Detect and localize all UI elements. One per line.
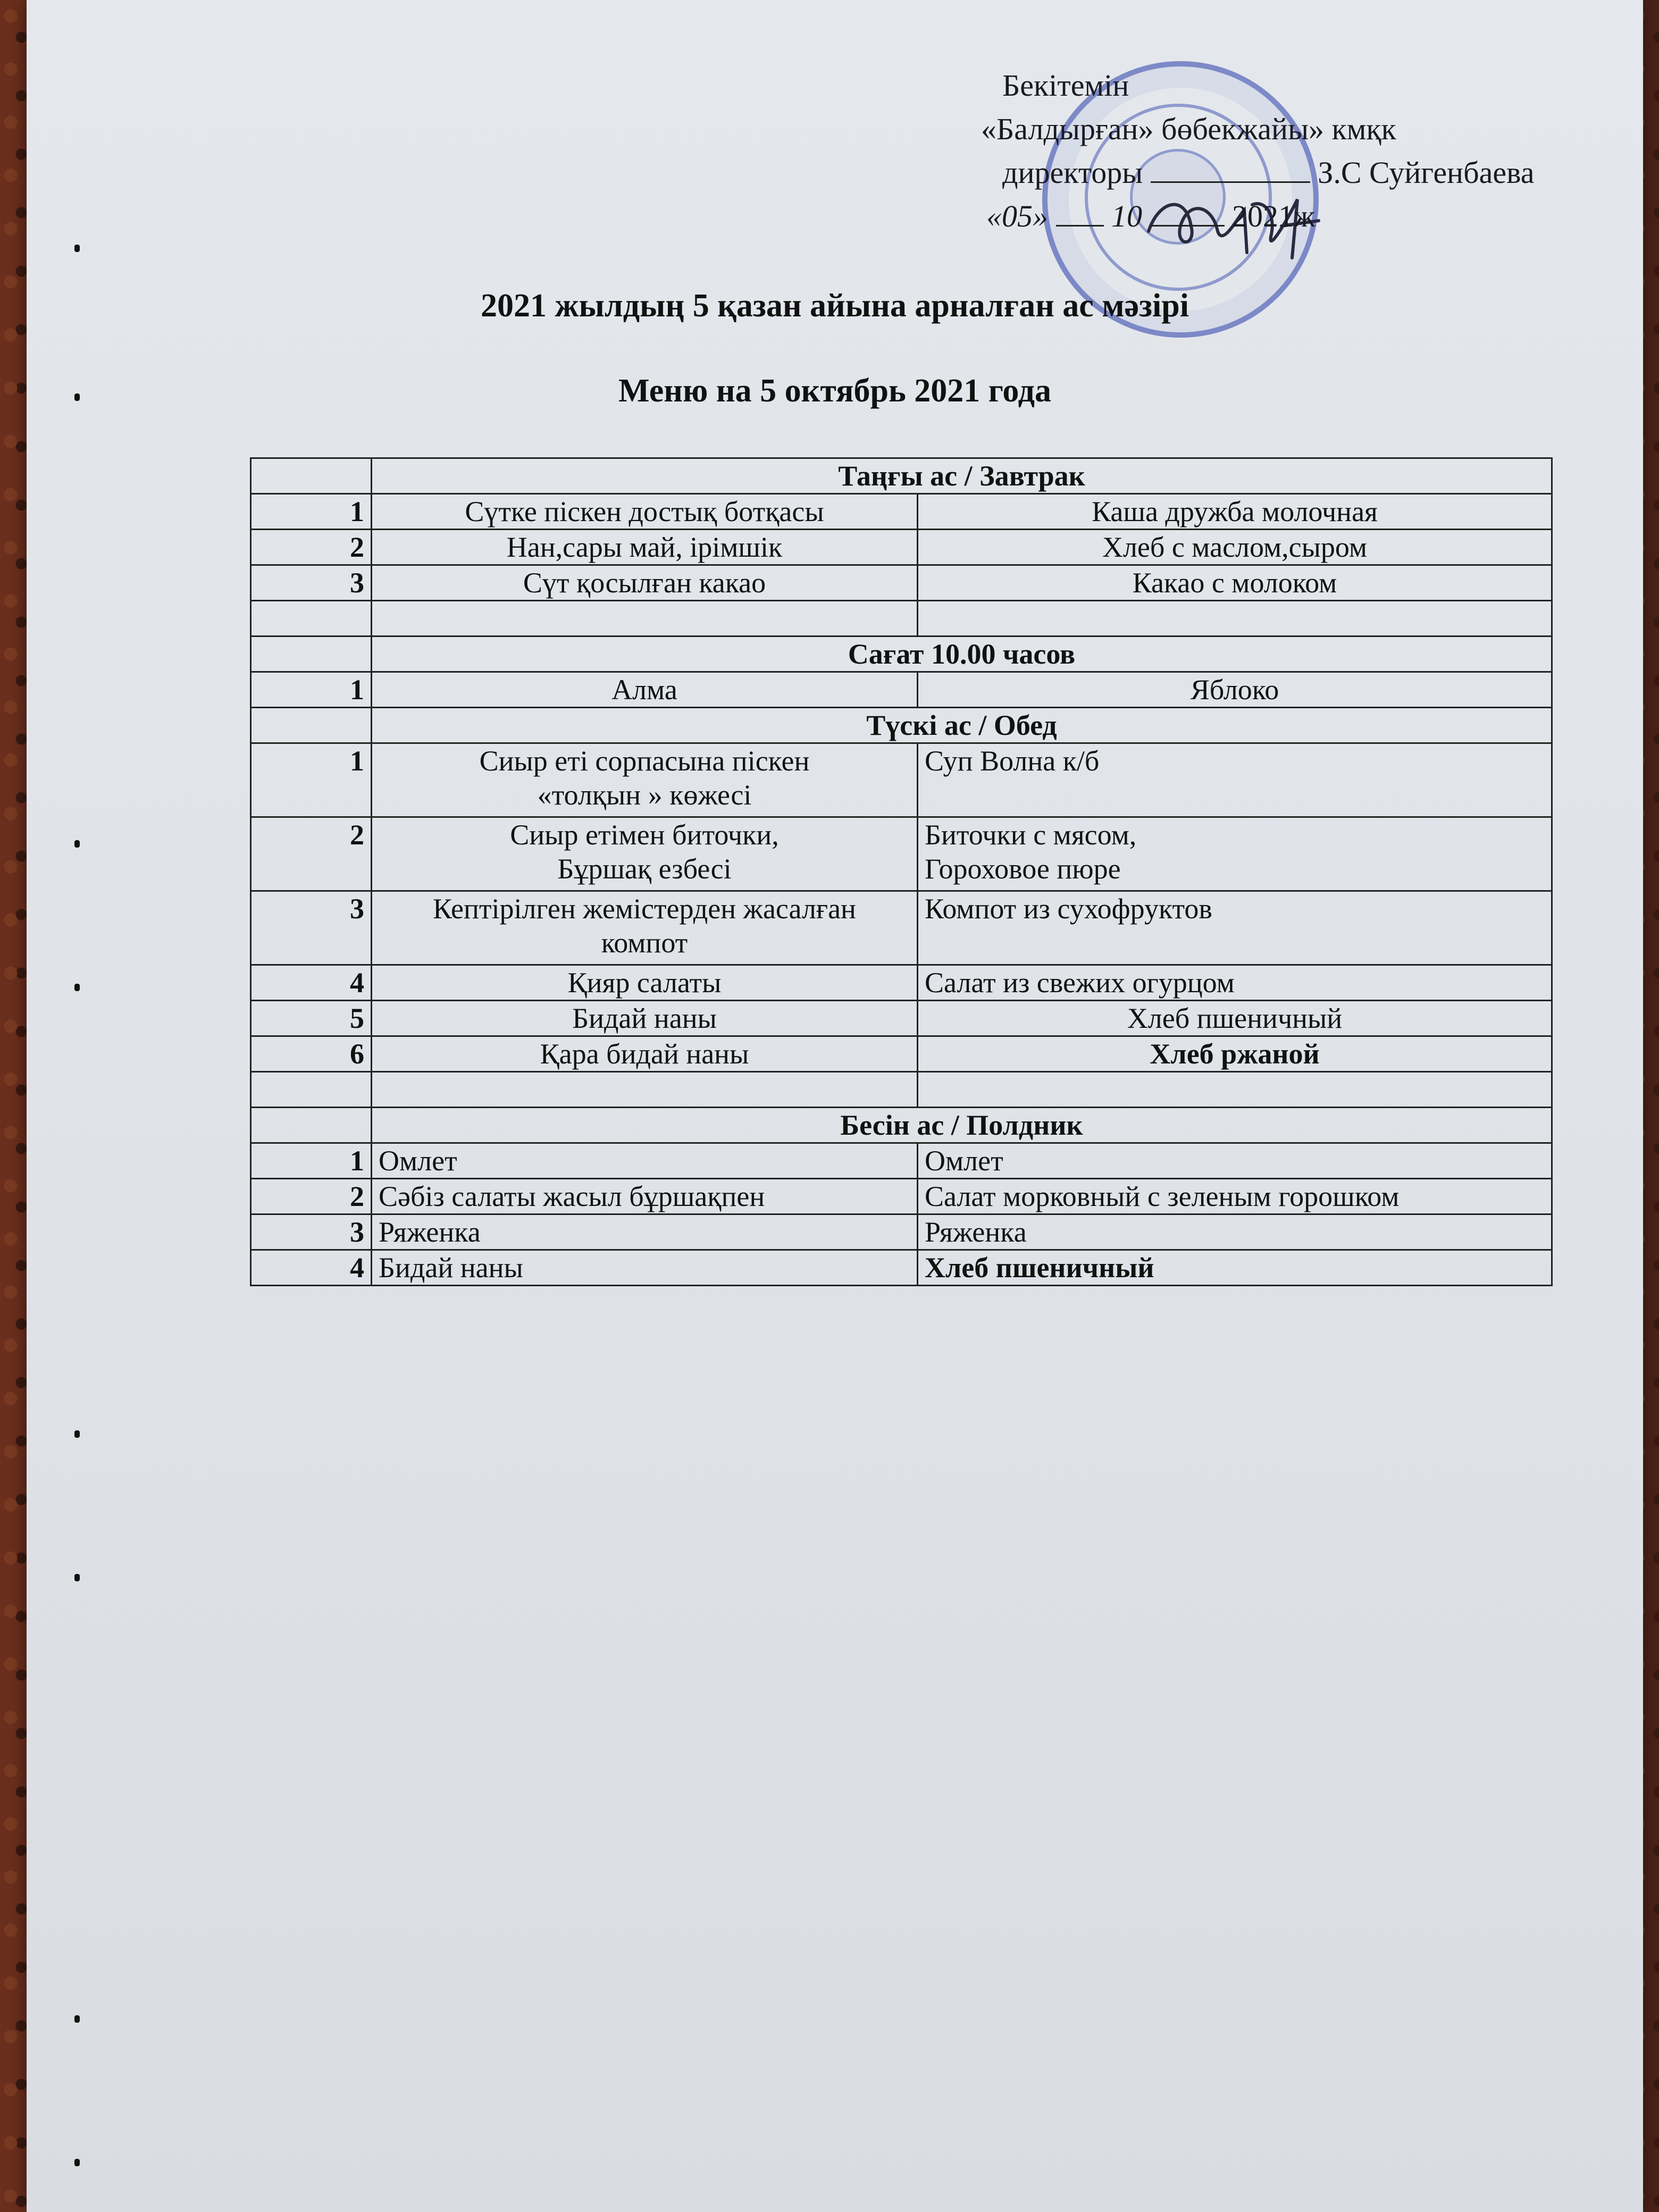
table-row: 4 Қияр салаты Салат из свежих огурцом [251, 965, 1552, 1001]
director-name: З.С Суйгенбаева [1318, 155, 1535, 190]
table-row: 2 Нан,сары май, ірімшік Хлеб с маслом,сыром [251, 530, 1552, 565]
table-row: 5 Бидай наны Хлеб пшеничный [251, 1001, 1552, 1036]
table-row: 1 Омлет Омлет [251, 1143, 1552, 1179]
lunch-header: Түскі ас / Обед [372, 708, 1552, 743]
empty-row [251, 601, 1552, 636]
binder-hole-mark [74, 2159, 80, 2166]
binder-hole-mark [74, 840, 80, 848]
afternoon-header: Бесін ас / Полдник [372, 1108, 1552, 1143]
approval-year: 2021ж [1232, 199, 1316, 233]
empty-row [251, 1072, 1552, 1108]
binder-hole-mark [74, 2015, 80, 2023]
table-row: 1 Алма Яблоко [251, 672, 1552, 708]
binder-hole-mark [74, 393, 80, 401]
table-row: 3 Кептірілген жемістерден жасалған компот Компот из сухофруктов [251, 891, 1552, 965]
approval-line-1: Бекітемін [1002, 68, 1129, 103]
approval-line-3 [960, 151, 1630, 195]
approval-line-2: «Балдырған» бөбекжайы» кмқк [981, 112, 1396, 146]
breakfast-header-row [251, 458, 1552, 494]
approval-day: «05» [986, 199, 1048, 233]
binder-hole-mark [74, 1574, 80, 1581]
table-row: 1 Сиыр еті сорпасына піскен «толқын » көжесі Суп Волна к/б [251, 743, 1552, 817]
table-row: 1 Сүтке піскен достық ботқасы Каша дружба молочная [251, 494, 1552, 530]
binder-hole-mark [74, 245, 80, 252]
approval-block [960, 64, 1630, 238]
document-page [27, 0, 1643, 2212]
snack-header-row [251, 636, 1552, 672]
breakfast-header: Таңғы ас / Завтрак [372, 458, 1552, 494]
director-label: директоры [1002, 155, 1143, 190]
table-row: 6 Қара бидай наны Хлеб ржаной [251, 1036, 1552, 1072]
menu-table [250, 457, 1553, 1286]
title-ru: Меню на 5 октябрь 2021 года [618, 373, 1051, 409]
table-row: 3 Сүт қосылған какао Какао с молоком [251, 565, 1552, 601]
table-row: 2 Сиыр етімен биточки, Бұршақ езбесі Биточки с мясом, Гороховое пюре [251, 817, 1552, 891]
table-row: 4 Бидай наны Хлеб пшеничный [251, 1250, 1552, 1286]
approval-date [960, 195, 1630, 238]
lunch-header-row [251, 708, 1552, 743]
binder-hole-mark [74, 984, 80, 991]
binder-hole-mark [74, 1430, 80, 1438]
title-kz: 2021 жылдың 5 қазан айына арналған ас мәзірі [481, 288, 1189, 324]
snack-header: Сағат 10.00 часов [372, 636, 1552, 672]
table-row: 2 Сәбіз салаты жасыл бұршақпен Салат морковный с зеленым горошком [251, 1179, 1552, 1214]
approval-month: 10 [1111, 199, 1142, 233]
table-row: 3 Ряженка Ряженка [251, 1214, 1552, 1250]
afternoon-header-row [251, 1108, 1552, 1143]
